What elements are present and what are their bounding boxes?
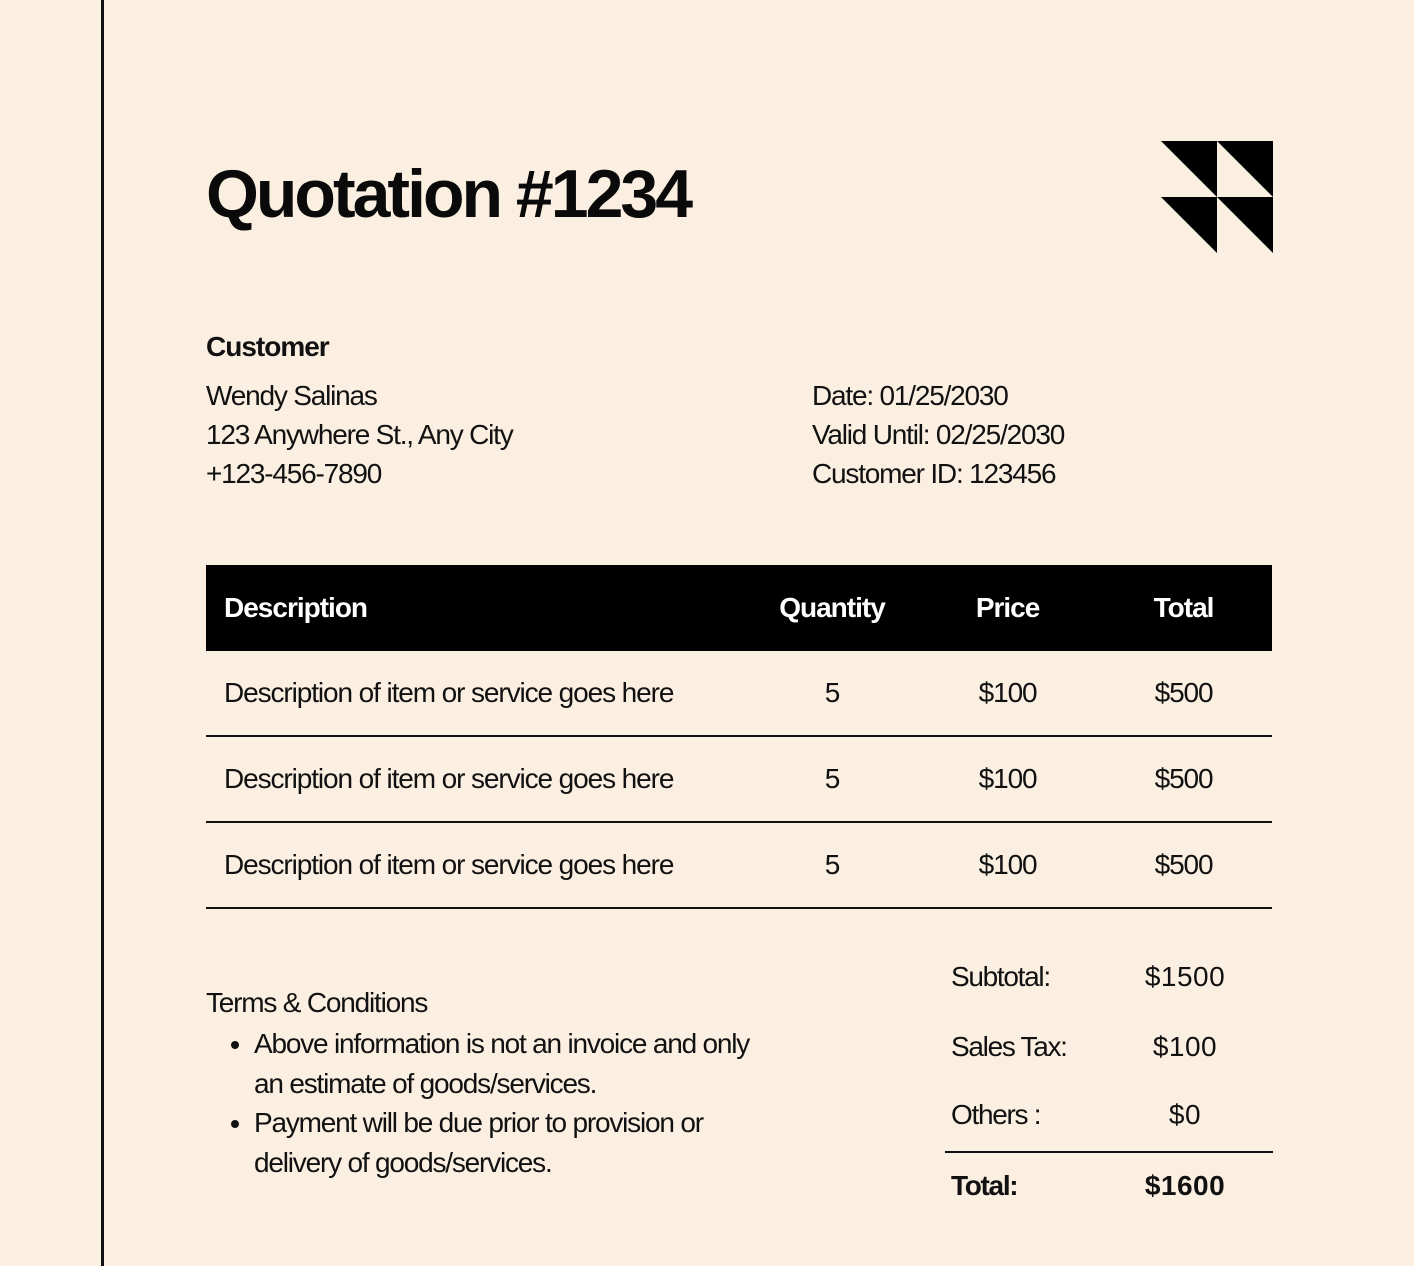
quotation-valid-until: Valid Until: 02/25/2030 bbox=[812, 419, 1065, 450]
row-description: Description of item or service goes here bbox=[206, 822, 744, 908]
grand-total-label: Total: bbox=[951, 1170, 1018, 1201]
header-total: Total bbox=[1095, 565, 1272, 651]
terms-list bbox=[218, 1024, 774, 1182]
customer-address: 123 Anywhere St., Any City bbox=[206, 419, 513, 450]
terms-item: • Payment will be due prior to provision or delivery of goods/services. bbox=[254, 1103, 774, 1182]
row-quantity: 5 bbox=[744, 822, 920, 908]
others-label: Others : bbox=[951, 1099, 1041, 1130]
others-value: $0 bbox=[1168, 1099, 1202, 1130]
subtotal-label: Subtotal: bbox=[951, 961, 1050, 992]
subtotal-value: $1500 bbox=[1144, 961, 1226, 992]
terms-item: • Above information is not an invoice and only an estimate of goods/services. bbox=[254, 1024, 774, 1103]
header-price: Price bbox=[920, 565, 1095, 651]
items-table bbox=[206, 565, 1272, 909]
left-vertical-rule bbox=[101, 0, 104, 1266]
row-description: Description of item or service goes here bbox=[206, 736, 744, 822]
header-quantity: Quantity bbox=[744, 565, 920, 651]
customer-details bbox=[206, 376, 513, 493]
row-total: $500 bbox=[1095, 651, 1272, 736]
sales-tax-label: Sales Tax: bbox=[951, 1031, 1067, 1062]
quotation-title: Quotation #1234 bbox=[206, 156, 691, 232]
row-total: $500 bbox=[1095, 822, 1272, 908]
row-quantity: 5 bbox=[744, 736, 920, 822]
table-row bbox=[206, 651, 1272, 736]
row-price: $100 bbox=[920, 822, 1095, 908]
grand-total-value: $1600 bbox=[1144, 1170, 1226, 1201]
summary-divider bbox=[945, 1151, 1273, 1153]
customer-name: Wendy Salinas bbox=[206, 380, 377, 411]
terms-heading: Terms & Conditions bbox=[206, 987, 428, 1018]
row-quantity: 5 bbox=[744, 651, 920, 736]
table-row bbox=[206, 822, 1272, 908]
customer-phone: +123-456-7890 bbox=[206, 458, 382, 489]
table-header-row bbox=[206, 565, 1272, 651]
customer-id: Customer ID: 123456 bbox=[812, 458, 1056, 489]
header-description: Description bbox=[206, 565, 744, 651]
quotation-meta bbox=[812, 376, 1064, 493]
row-price: $100 bbox=[920, 736, 1095, 822]
row-total: $500 bbox=[1095, 736, 1272, 822]
customer-heading: Customer bbox=[206, 331, 329, 362]
geometric-triangles-logo-icon bbox=[1161, 141, 1273, 253]
row-price: $100 bbox=[920, 651, 1095, 736]
sales-tax-value: $100 bbox=[1152, 1031, 1218, 1062]
quotation-date: Date: 01/25/2030 bbox=[812, 380, 1008, 411]
table-row bbox=[206, 736, 1272, 822]
row-description: Description of item or service goes here bbox=[206, 651, 744, 736]
